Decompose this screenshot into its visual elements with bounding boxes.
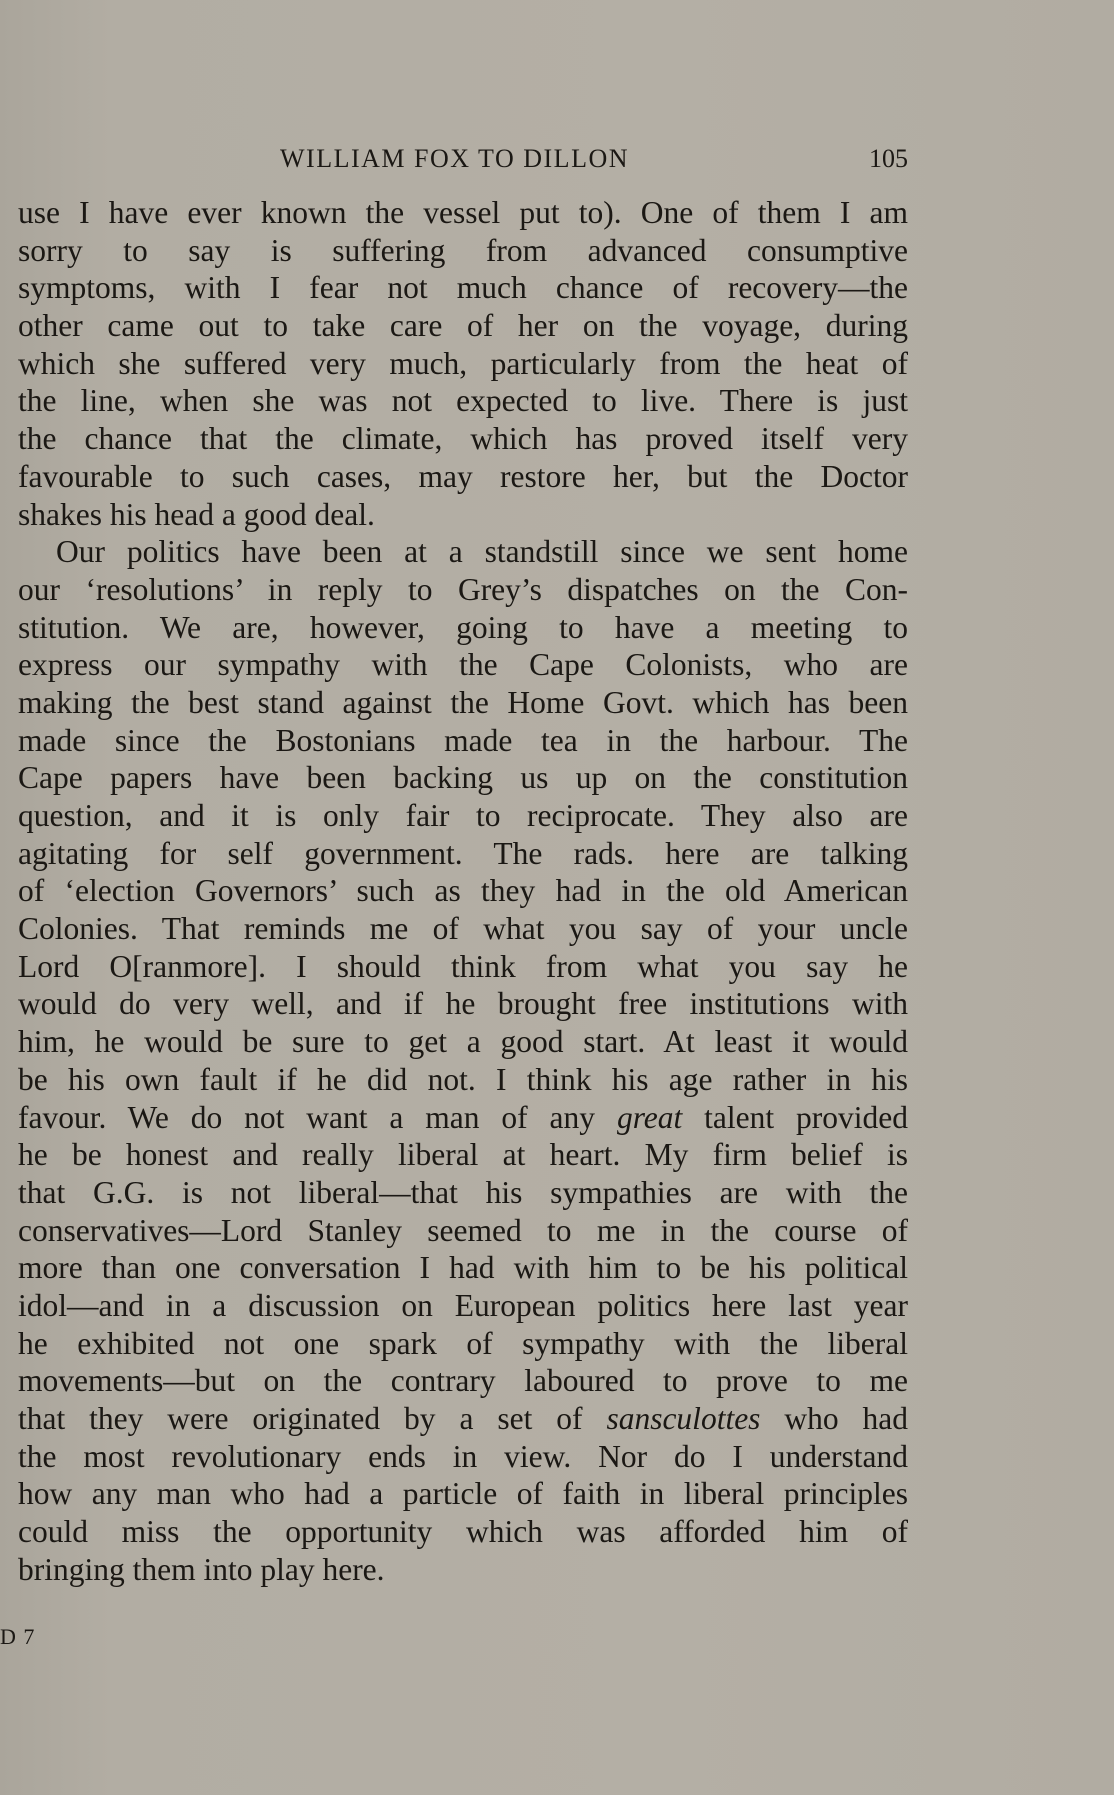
text-line: made since the Bostonians made tea in the harbour. The bbox=[18, 722, 908, 758]
text-line: bringing them into play here. bbox=[18, 1551, 385, 1587]
text-line-with-italic bbox=[18, 1099, 908, 1137]
text-line: express our sympathy with the Cape Colonists, who are bbox=[18, 647, 908, 683]
text-line: which she suffered very much, particularly from the heat of bbox=[18, 345, 908, 381]
text-line: symptoms, with I fear not much chance of recovery—the bbox=[18, 270, 908, 306]
text-line: Cape papers have been backing us up on the constitution bbox=[18, 760, 908, 796]
text-run: favour. We do not want a man of any bbox=[18, 1099, 617, 1135]
text-line: our ‘resolutions’ in reply to Grey’s dispatches on the Con- bbox=[18, 571, 908, 607]
text-line: the chance that the climate, which has proved itself very bbox=[18, 421, 908, 457]
text-line: use I have ever known the vessel put to). One of them I am bbox=[18, 195, 908, 230]
text-line: sorry to say is suffering from advanced consumptive bbox=[18, 232, 908, 268]
text-line: question, and it is only fair to reciprocate. They also are bbox=[18, 798, 908, 833]
text-line: he exhibited not one spark of sympathy with the liberal bbox=[18, 1325, 908, 1361]
text-line: shakes his head a good deal. bbox=[18, 496, 375, 532]
text-line: favourable to such cases, may restore her, but the Doctor bbox=[18, 458, 908, 494]
running-title: WILLIAM FOX TO DILLON bbox=[280, 144, 629, 173]
text-line: that G.G. is not liberal—that his sympathies are with the bbox=[18, 1174, 908, 1210]
page-number: 105 bbox=[869, 144, 908, 173]
text-line: Our politics have been at a standstill since we sent home bbox=[56, 534, 908, 570]
text-line: more than one conversation I had with him to be his political bbox=[18, 1250, 908, 1286]
text-line: movements—but on the contrary laboured to prove to me bbox=[18, 1363, 908, 1399]
body-text bbox=[18, 194, 908, 1588]
text-line: conservatives—Lord Stanley seemed to me in the course of bbox=[18, 1212, 908, 1248]
text-line: could miss the opportunity which was afforded him of bbox=[18, 1514, 908, 1550]
text-line: would do very well, and if he brought free institutions with bbox=[18, 986, 908, 1022]
text-line: Colonies. That reminds me of what you say of your uncle bbox=[18, 911, 908, 947]
text-line: the most revolutionary ends in view. Nor do I understand bbox=[18, 1438, 908, 1474]
text-line: of ‘election Governors’ such as they had in the old American bbox=[18, 873, 908, 909]
text-line: be his own fault if he did not. I think his age rather in his bbox=[18, 1061, 908, 1097]
text-line: he be honest and really liberal at heart. My firm belief is bbox=[18, 1137, 908, 1173]
text-line: stitution. We are, however, going to have a meeting to bbox=[18, 609, 908, 645]
text-line: idol—and in a discussion on European politics here last year bbox=[18, 1287, 908, 1323]
text-run: talent provided bbox=[682, 1099, 908, 1135]
text-line: agitating for self government. The rads. here are talking bbox=[18, 835, 908, 871]
text-run: that they were originated by a set of bbox=[18, 1401, 607, 1436]
text-line: making the best stand against the Home Govt. which has been bbox=[18, 684, 908, 720]
italic-word: sansculottes bbox=[606, 1401, 761, 1436]
text-run: who had bbox=[760, 1401, 908, 1436]
text-line-with-italic bbox=[18, 1400, 908, 1438]
running-head bbox=[18, 140, 908, 180]
text-line: how any man who had a particle of faith in liberal principles bbox=[18, 1476, 908, 1512]
signature-mark: D 7 bbox=[0, 1624, 36, 1649]
text-line: him, he would be sure to get a good start. At least it would bbox=[18, 1024, 908, 1060]
text-line: the line, when she was not expected to live. There is just bbox=[18, 383, 908, 419]
italic-word: great bbox=[616, 1099, 683, 1135]
text-line: other came out to take care of her on the voyage, during bbox=[18, 308, 908, 344]
text-line: Lord O[ranmore]. I should think from what you say he bbox=[18, 948, 908, 984]
